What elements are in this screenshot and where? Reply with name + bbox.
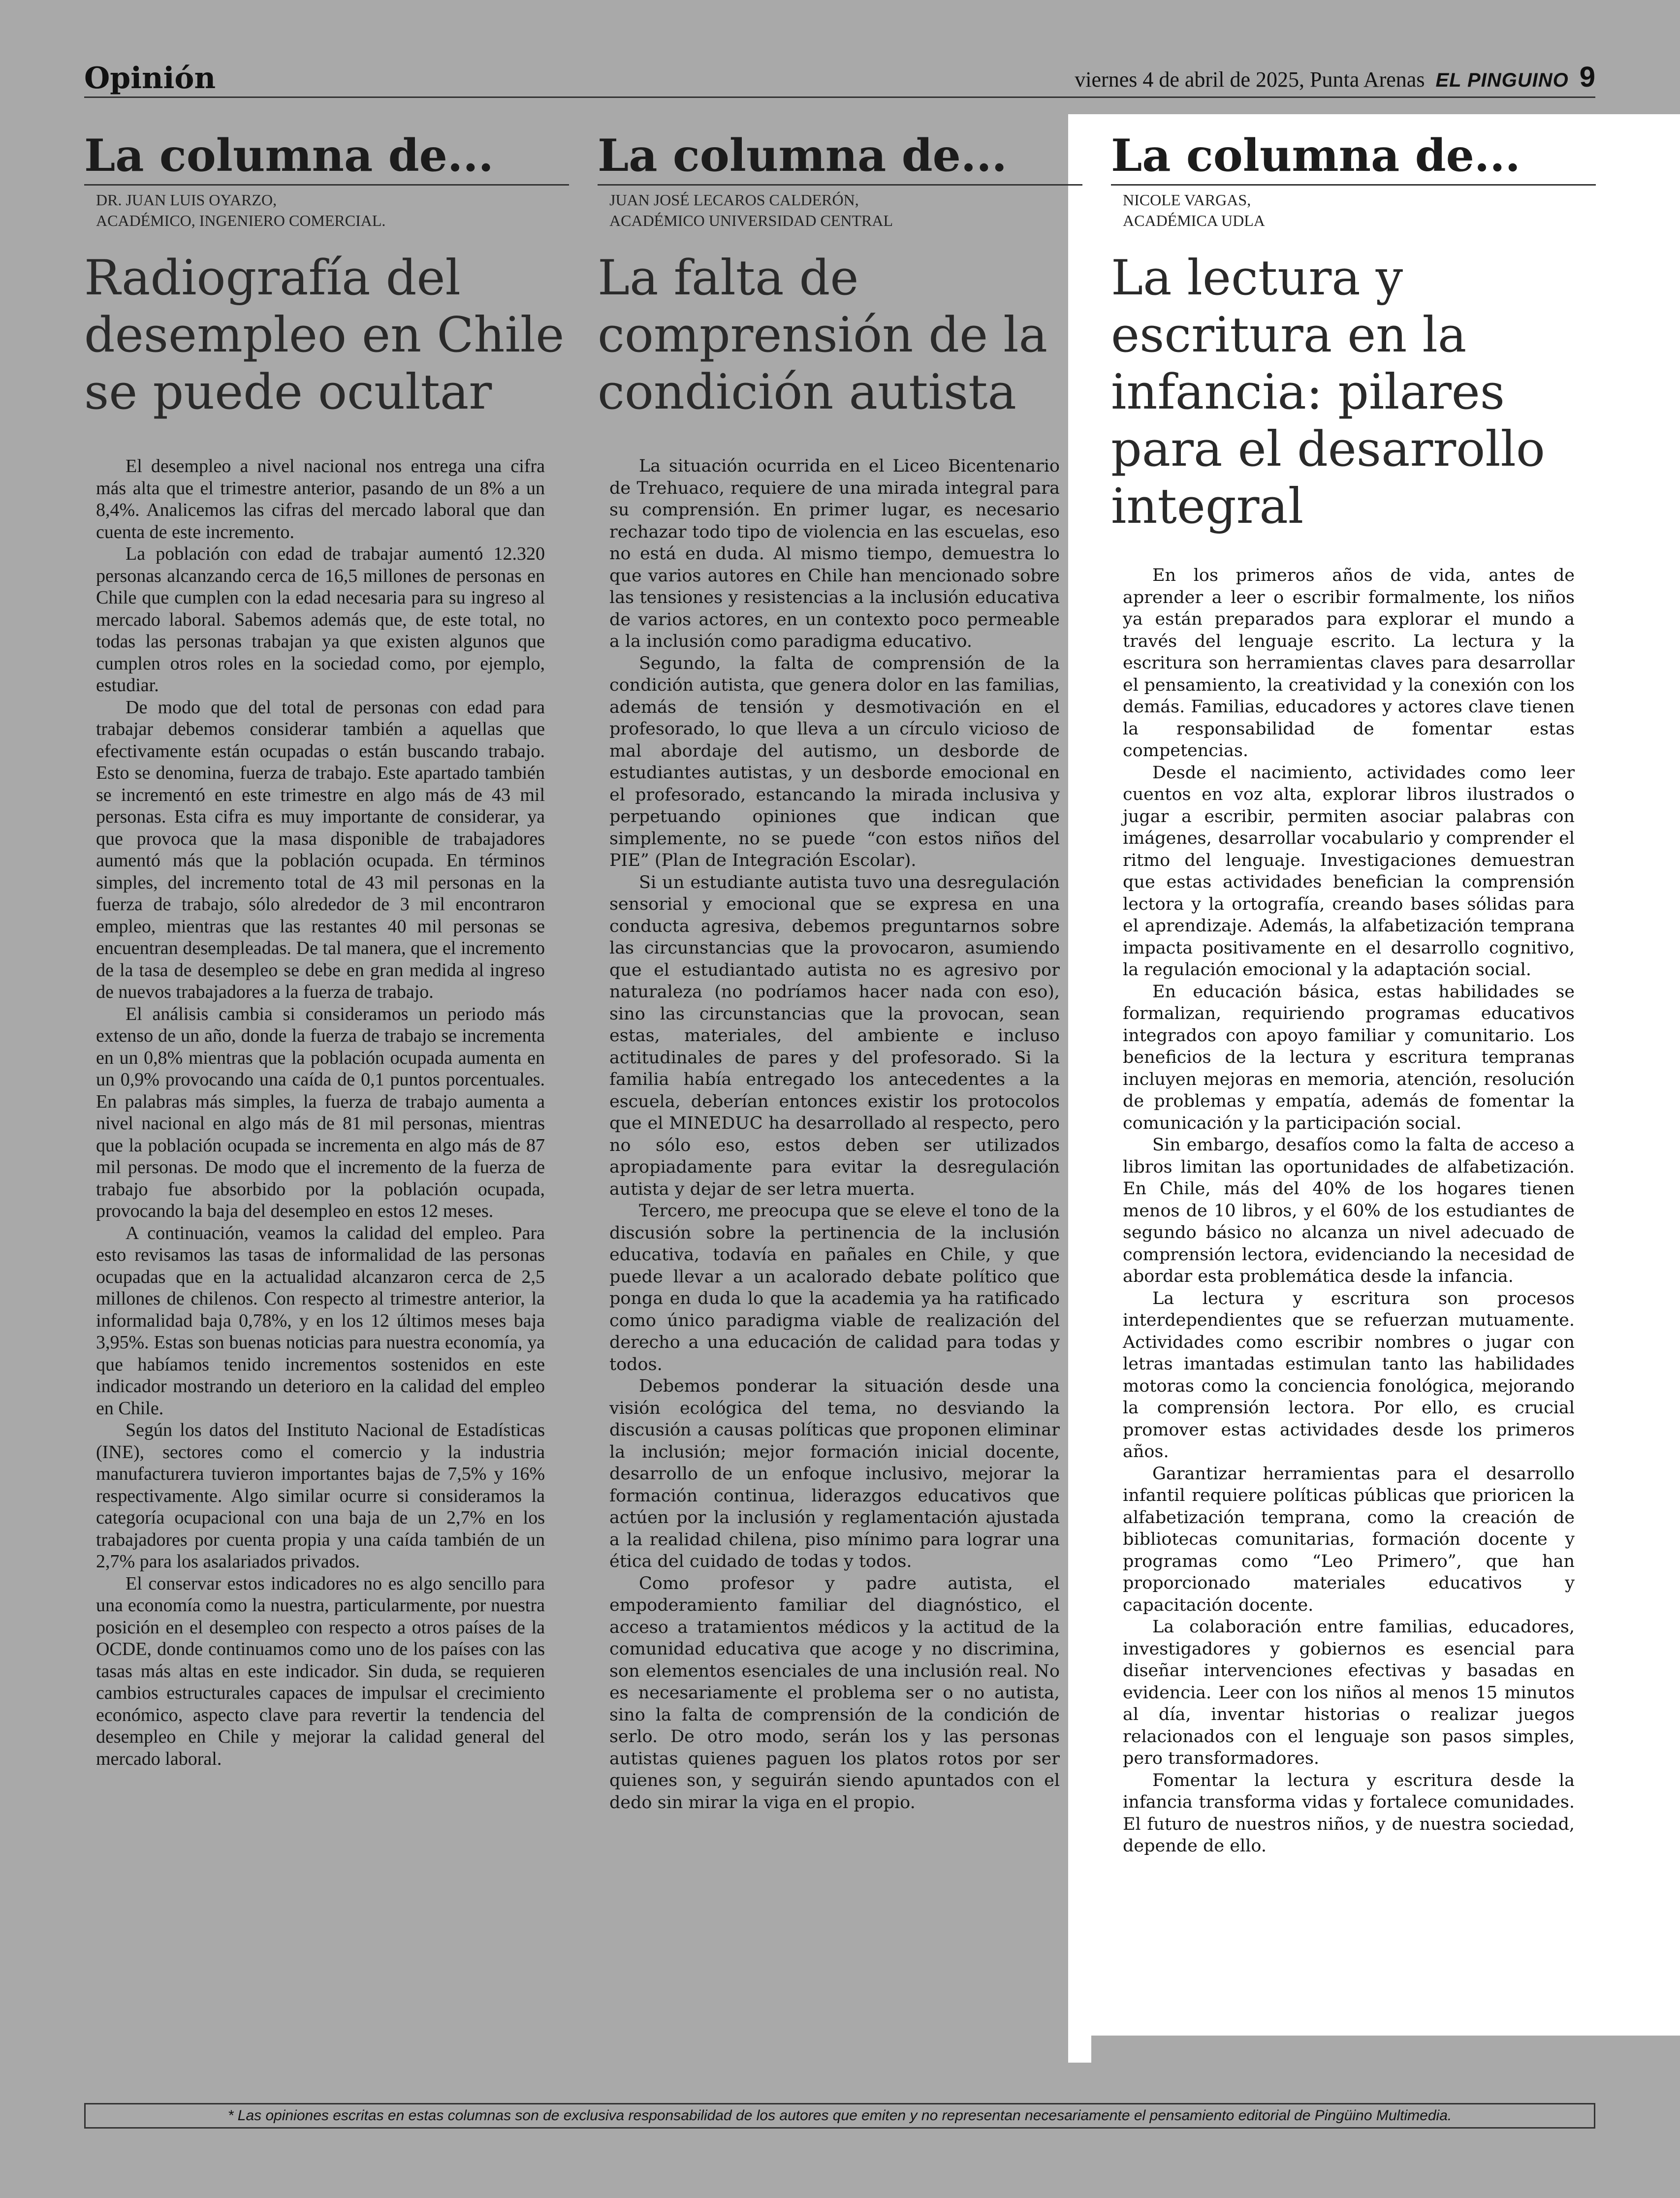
column-label: La columna de...: [598, 129, 1082, 186]
highlight-panel-tab: [1068, 2028, 1091, 2063]
body-paragraph: En educación básica, estas habilidades se formalizan, requiriendo programas educativos integrados con apoyo familiar y comunitario. Los beneficios de la lectura y escritura tempranas incluyen mejoras en memoria, atención, resolución de problemas y empatía, además de fomentar la comunicación y la participación social.: [1123, 982, 1575, 1133]
column-body: [1123, 565, 1575, 1857]
body-paragraph: Debemos ponderar la situación desde una visión ecológica del tema, no desviando la discusión a causas políticas que proponen eliminar la inclusión; mejor formación inicial docente, desarrollo de un enfoque inclusivo, mejorar la formación continua, liderazgos educativos que actúen por la inclusión y reglamentación ajustada a la realidad chilena, piso mínimo para lograr una ética del cuidado de todas y todos.: [609, 1376, 1060, 1571]
column-author: [96, 190, 569, 231]
date-place: viernes 4 de abril de 2025, Punta Arenas: [1075, 67, 1425, 92]
body-paragraph: La situación ocurrida en el Liceo Bicentenario de Trehuaco, requiere de una mirada integral para su comprensión. En primer lugar, es necesario rechazar todo tipo de violencia en las escuelas, eso no está en duda. Al mismo tiempo, demuestra lo que varios autores en Chile han mencionado sobre las tensiones y resistencias a la inclusión educativa de varios actores, en un contexto poco permeable a la inclusión como paradigma educativo.: [609, 456, 1060, 651]
body-paragraph: Fomentar la lectura y escritura desde la infancia transforma vidas y fortalece comunidades. El futuro de nuestros niños, y de nuestra sociedad, depende de ello.: [1123, 1770, 1575, 1856]
column-label: La columna de...: [1111, 129, 1596, 186]
opinion-column-3: [1111, 129, 1596, 1857]
body-paragraph: El conservar estos indicadores no es algo sencillo para una economía como la nuestra, particularmente, por nuestra posición en el desempleo con respecto a otros países de la OCDE, donde continuamos como uno de los países con las tasas más altas en este indicador. Sin duda, se requieren cambios estructurales capaces de impulsar el crecimiento económico, aspecto clave para revertir la tendencia del desempleo en Chile y mejorar la calidad general del mercado laboral.: [96, 1573, 545, 1769]
body-paragraph: Como profesor y padre autista, el empoderamiento familiar del diagnóstico, el acceso a tratamientos médicos y la actitud de la comunidad educativa que acoge y no discrimina, son elementos esenciales de una inclusión real. No es necesariamente el problema ser o no autista, sino la falta de comprensión de la condición de serlo. De otro modo, serán los y las personas autistas quienes paguen los platos rotos por ser quienes son, y seguirán siendo apuntados con el dedo sin mirar la viga en el propio.: [609, 1573, 1060, 1813]
opinion-column-1: [84, 129, 569, 1770]
column-body: [609, 455, 1060, 1814]
body-paragraph: Desde el nacimiento, actividades como leer cuentos en voz alta, explorar libros ilustrados o jugar a escribir, permiten asociar palabras con imágenes, desarrollar vocabulario y comprender el ritmo del lenguaje. Investigaciones demuestran que estas actividades benefician la comprensión lectora y la ortografía, creando bases sólidas para el aprendizaje. Además, la alfabetización temprana impacta positivamente en el desarrollo cognitivo, la regulación emocional y la adaptación social.: [1123, 763, 1575, 980]
author-affiliation: ACADÉMICA UDLA: [1123, 212, 1265, 229]
column-headline: La lectura y escritura en la infancia: pilares para el desarrollo integral: [1111, 250, 1545, 535]
dateline: [1075, 61, 1595, 94]
author-name: DR. JUAN LUIS OYARZO,: [96, 191, 277, 209]
column-body: [96, 455, 545, 1770]
column-headline: Radiografía del desempleo en Chile se puede ocultar: [84, 250, 565, 420]
opinion-column-2: [598, 129, 1082, 1814]
column-label: La columna de...: [84, 129, 569, 186]
column-headline: La falta de comprensión de la condición autista: [598, 250, 1048, 420]
column-author: [609, 190, 1082, 231]
author-name: JUAN JOSÉ LECAROS CALDERÓN,: [609, 191, 859, 209]
body-paragraph: La lectura y escritura son procesos interdependientes que se refuerzan mutuamente. Actividades como escribir nombres o jugar con letras imantadas estimulan tanto las habilidades motoras como la conciencia fonológica, mejorando la comprensión lectora. Por ello, es crucial promover estas actividades desde los primeros años.: [1123, 1288, 1575, 1462]
section-name: Opinión: [84, 61, 216, 96]
body-paragraph: A continuación, veamos la calidad del empleo. Para esto revisamos las tasas de informalidad de las personas ocupadas que en la actualidad alcanzaron cerca de 2,5 millones de chilenos. Con respecto al trimestre anterior, la informalidad baja 0,78%, y en los 12 últimos meses baja 3,95%. Estas son buenas noticias para nuestra economía, ya que habíamos tenido incrementos sostenidos en este indicador mostrando un deterioro en la calidad del empleo en Chile.: [96, 1222, 545, 1419]
author-name: NICOLE VARGAS,: [1123, 191, 1251, 209]
body-paragraph: Sin embargo, desafíos como la falta de acceso a libros limitan las oportunidades de alfabetización. En Chile, más del 40% de los hogares tienen menos de 10 libros, y el 60% de los estudiantes de segundo básico no alcanza un nivel adecuado de comprensión lectora, evidenciando la necesidad de abordar esta problemática desde la infancia.: [1123, 1135, 1575, 1286]
body-paragraph: En los primeros años de vida, antes de aprender a leer o escribir formalmente, los niños ya están preparados para explorar el mundo a través del lenguaje escrito. La lectura y la escritura son herramientas claves para desarrollar el pensamiento, la creatividad y la conexión con los demás. Familias, educadores y actores clave tienen la responsabilidad de fomentar estas competencias.: [1123, 566, 1575, 761]
body-paragraph: De modo que del total de personas con edad para trabajar debemos considerar también a aquellas que efectivamente están ocupadas o están buscando trabajo. Esto se denomina, fuerza de trabajo. Este apartado también se incrementó en este trimestre en algo más de 43 mil personas. Esta cifra es muy importante de considerar, ya que provoca que la masa disponible de trabajadores aumentó más que la población ocupada. En términos simples, del incremento total de 43 mil personas en la fuerza de trabajo, sólo alrededor de 3 mil encontraron empleo, mientras que las restantes 40 mil personas se encuentran desempleadas. De tal manera, que el incremento de la tasa de desempleo se debe en gran medida al ingreso de nuevos trabajadores a la fuerza de trabajo.: [96, 697, 545, 1002]
body-paragraph: Según los datos del Instituto Nacional de Estadísticas (INE), sectores como el comercio y la industria manufacturera tuvieron importantes bajas de 7,5% y 16% respectivamente. Algo similar ocurre si consideramos la categoría ocupacional con una baja de un 2,7% en los trabajadores por cuenta propia y una caída también de un 2,7% para los asalariados privados.: [96, 1420, 545, 1572]
body-paragraph: La población con edad de trabajar aumentó 12.320 personas alcanzando cerca de 16,5 millones de personas en Chile que cumplen con la edad necesaria para su ingreso al mercado laboral. Sabemos además que, de este total, no todas las personas trabajan ya que existen algunos que cumplen otros roles en la sociedad como, por ejemplo, estudiar.: [96, 543, 545, 696]
author-affiliation: ACADÉMICO UNIVERSIDAD CENTRAL: [609, 212, 893, 229]
author-affiliation: ACADÉMICO, INGENIERO COMERCIAL.: [96, 212, 386, 229]
body-paragraph: Tercero, me preocupa que se eleve el tono de la discusión sobre la pertinencia de la inclusión educativa, todavía en pañales en Chile, y que puede llevar a un acalorado debate político que ponga en duda lo que la academia ya ha ratificado como único paradigma viable de realización del derecho a una educación de calidad para todas y todos.: [609, 1201, 1060, 1374]
body-paragraph: El análisis cambia si consideramos un periodo más extenso de un año, donde la fuerza de trabajo se incrementa en un 0,8% mientras que la población ocupada aumenta en un 0,9% provocando una caída de 0,1 puntos porcentuales. En palabras más simples, la fuerza de trabajo aumenta a nivel nacional en algo más de 81 mil personas, mientras que la población ocupada se incrementa en algo más de 87 mil personas. De modo que el incremento de la fuerza de trabajo fue absorbido por la población ocupada, provocando la baja del desempleo en estos 12 meses.: [96, 1003, 545, 1221]
body-paragraph: Garantizar herramientas para el desarrollo infantil requiere políticas públicas que prioricen la alfabetización temprana, como la creación de bibliotecas comunitarias, formación docente y programas como “Leo Primero”, que han proporcionado materiales educativos y capacitación docente.: [1123, 1464, 1575, 1615]
body-paragraph: La colaboración entre familias, educadores, investigadores y gobiernos es esencial para diseñar intervenciones efectivas y basadas en evidencia. Leer con los niños al menos 15 minutos al día, inventar historias o realizar juegos relacionados con el lenguaje son pasos simples, pero transformadores.: [1123, 1617, 1575, 1768]
newspaper-brand: EL PINGUINO: [1435, 69, 1569, 91]
footer-disclaimer: * Las opiniones escritas en estas columnas son de exclusiva responsabilidad de los autores que emiten y no representan necesariamente el pensamiento editorial de Pingüino Multimedia.: [84, 2103, 1595, 2129]
body-paragraph: Segundo, la falta de comprensión de la condición autista, que genera dolor en las familias, además de tensión y desmotivación en el profesorado, lo que lleva a un círculo vicioso de mal abordaje del autismo, un desborde de estudiantes autistas, y un desborde emocional en el profesorado, estancando la mirada inclusiva y perpetuando opiniones que indican que simplemente, no se puede “con estos niños del PIE” (Plan de Integración Escolar).: [609, 653, 1060, 870]
page-header: [84, 62, 1595, 98]
body-paragraph: El desempleo a nivel nacional nos entrega una cifra más alta que el trimestre anterior, pasando de un 8% a un 8,4%. Analicemos las cifras del mercado laboral que dan cuenta de este incremento.: [96, 456, 545, 542]
body-paragraph: Si un estudiante autista tuvo una desregulación sensorial y emocional que se expresa en una conducta agresiva, debemos preguntarnos sobre las circunstancias que la provocaron, asumiendo que el estudiantado autista no es agresivo por naturaleza (no podríamos hacer nada con eso), sino las circunstancias que la provocan, sean estas, materiales, del ambiente e incluso actitudinales de pares y del profesorado. Si la familia había entregado los antecedentes a la escuela, deberían entonces existir los protocolos que el MINEDUC ha desarrollado al respecto, pero no sólo eso, estos deben ser utilizados apropiadamente para evitar la desregulación autista y dejar de ser letra muerta.: [609, 872, 1060, 1199]
column-author: [1123, 190, 1596, 231]
page-number: 9: [1579, 61, 1595, 93]
